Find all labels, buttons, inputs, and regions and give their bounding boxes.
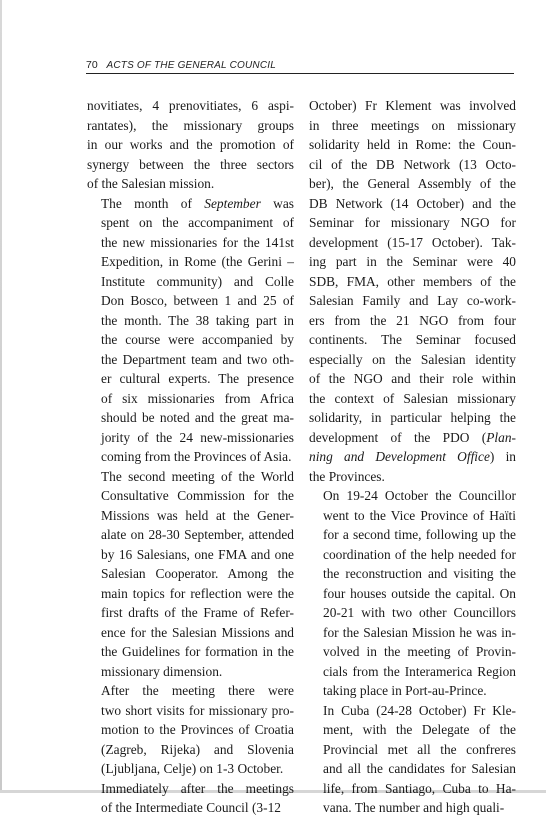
text-line: Provincial met all the confreres [323, 741, 516, 757]
right-column-paragraph [309, 701, 516, 818]
text-line: Salesian Cooperator. Among the [101, 566, 294, 581]
text-line: volved in the meeting of Provin- [323, 644, 516, 659]
scan-edge [0, 0, 2, 793]
text-line: of six missionaries from Africa [101, 390, 294, 406]
text-line: of the Salesian mission. [87, 176, 215, 191]
text-line: solidarity, in particular helping the [309, 410, 516, 425]
text-line: four houses outside the capital. On [323, 585, 516, 601]
text-line: the new missionaries for the 141st [101, 234, 294, 250]
text-line: Immediately after the meetings [101, 780, 294, 796]
text-line: for the Salesian Mission he was in- [323, 624, 516, 640]
text-line: ence for the Salesian Missions and [101, 624, 294, 640]
text-line: Seminar for missionary NGO for [309, 215, 516, 230]
text-line: On 19-24 October the Councillor [323, 488, 516, 503]
text-line: especially on the Salesian identity [309, 351, 516, 367]
text-line: spent on the accompaniment of [101, 215, 294, 230]
text-line: October) Fr Klement was involved [309, 98, 516, 113]
text-line: ning and Development Office) in [309, 449, 516, 464]
text-line: ment, with the Delegate of the [323, 722, 516, 737]
text-line: The month of September was [101, 195, 294, 211]
text-line: and all the candidates for Salesian [323, 761, 516, 776]
text-line: coordination of the help needed for [323, 546, 516, 562]
text-line: (Ljubljana, Celje) on 1-3 October. [101, 761, 284, 776]
right-column-paragraph [309, 486, 516, 701]
text-line: development of the PDO (Plan- [309, 429, 516, 445]
text-line: ers from the 21 NGO from four [309, 312, 516, 328]
right-text-column [309, 96, 516, 818]
text-line: novitiates, 4 prenovitiates, 6 aspi- [87, 98, 294, 113]
text-line: missionary dimension. [101, 663, 223, 679]
text-line: cials from the Interamerica Region [323, 663, 516, 679]
text-line: the course were accompanied by [101, 332, 294, 347]
left-column-paragraph [87, 96, 294, 194]
left-column-paragraph [87, 467, 294, 682]
right-column-paragraph [309, 96, 516, 486]
left-column-paragraph [87, 194, 294, 467]
text-line: of the Intermediate Council (3-12 [101, 800, 281, 815]
text-line: alate on 28-30 September, attended [101, 527, 294, 542]
text-line: Missions was held at the Gener- [101, 507, 294, 523]
text-line: development (15-17 October). Tak- [309, 234, 516, 250]
text-line: first drafts of the Frame of Refer- [101, 605, 294, 620]
text-line: Expedition, in Rome (the Gerini – [101, 254, 294, 269]
text-line: the Provinces. [309, 468, 385, 484]
text-line: in three meetings on missionary [309, 117, 516, 133]
text-line: vana. The number and high quali- [323, 800, 505, 815]
text-line: Institute community) and Colle [101, 273, 294, 289]
text-line: in our works and the promotion of [87, 137, 294, 152]
text-line: (Zagreb, Rijeka) and Slovenia [101, 741, 294, 757]
text-line: ing part in the Seminar were 40 [309, 254, 516, 269]
text-line: SDB, FMA, other members of the [309, 273, 516, 289]
text-line: jority of the 24 new-missionaries [101, 429, 294, 445]
text-line: In Cuba (24-28 October) Fr Kle- [323, 702, 516, 718]
text-line: After the meeting there were [101, 683, 294, 698]
text-line: coming from the Provinces of Asia. [101, 449, 292, 464]
running-title: ACTS OF THE GENERAL COUNCIL [106, 60, 276, 71]
left-text-column [87, 96, 294, 818]
text-line: by 16 Salesians, one FMA and one [101, 546, 294, 562]
text-line: the reconstruction and visiting the [323, 566, 516, 581]
text-line: er cultural experts. The presence [101, 371, 294, 386]
text-line: taking place in Port-au-Prince. [323, 683, 487, 698]
left-column-paragraph [87, 681, 294, 779]
text-line: the month. The 38 taking part in [101, 312, 294, 328]
text-line: Don Bosco, between 1 and 25 of [101, 293, 294, 308]
text-line: solidarity held in Rome: the Coun- [309, 137, 516, 152]
text-line: DB Network (14 October) and the [309, 195, 516, 211]
text-line: for a second time, following up the [323, 527, 516, 542]
left-column-paragraph [87, 779, 294, 818]
text-line: cil of the DB Network (13 Octo- [309, 156, 516, 172]
text-line: the Guidelines for formation in the [101, 644, 294, 659]
text-line: continents. The Seminar focused [309, 332, 516, 347]
header-rule [86, 73, 514, 74]
text-line: the Department team and two oth- [101, 351, 294, 367]
text-line: life, from Santiago, Cuba to Ha- [323, 780, 516, 796]
text-line: synergy between the three sectors [87, 156, 294, 172]
text-line: of the NGO and their role within [309, 371, 516, 386]
text-line: should be noted and the great ma- [101, 410, 294, 425]
text-line: two short visits for missionary pro- [101, 702, 294, 718]
text-line: Consultative Commission for the [101, 488, 294, 503]
text-line: ber), the General Assembly of the [309, 176, 516, 191]
text-line: went to the Vice Province of Haïti [323, 507, 516, 523]
text-line: motion to the Provinces of Croatia [101, 722, 294, 737]
running-header [86, 58, 514, 74]
page-number: 70 [86, 59, 98, 71]
text-line: the context of Salesian missionary [309, 390, 516, 406]
text-line: rantates), the missionary groups [87, 117, 294, 133]
text-line: The second meeting of the World [101, 468, 294, 484]
text-line: 20-21 with two other Councillors [323, 605, 516, 620]
text-line: main topics for reflection were the [101, 585, 294, 601]
text-line: Salesian Family and Lay co-work- [309, 293, 516, 308]
